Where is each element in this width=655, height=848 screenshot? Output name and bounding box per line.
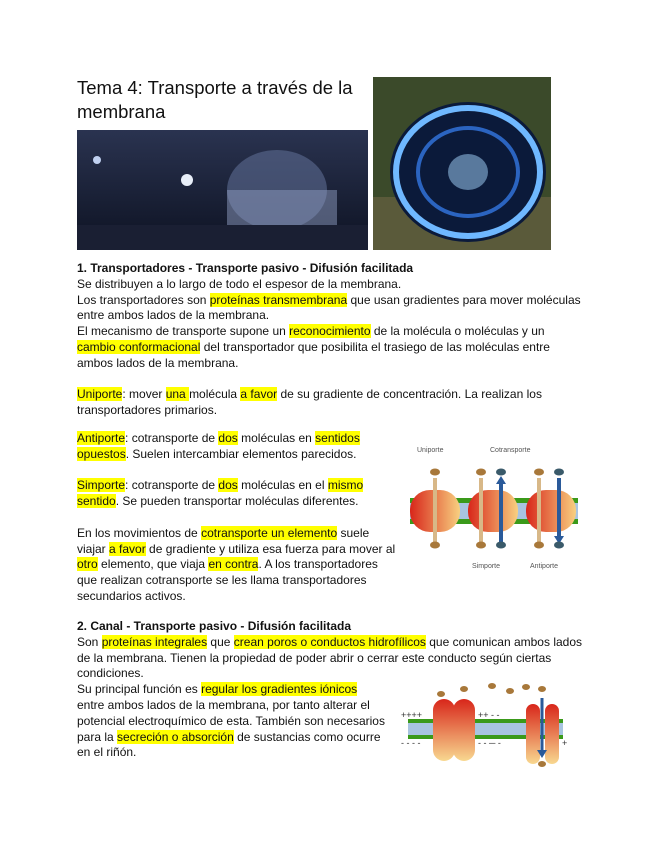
text: Los transportadores son bbox=[77, 292, 210, 307]
highlight: regular los gradientes iónicos bbox=[201, 682, 358, 697]
section-heading: 2. Canal - Transporte pasivo - Difusión facilitada bbox=[77, 619, 352, 633]
uniporter bbox=[410, 469, 460, 549]
text: El mecanismo de transporte supone un bbox=[77, 324, 290, 339]
symporter bbox=[468, 469, 518, 549]
transport-diagram bbox=[405, 440, 580, 575]
text: de su gradiente de concentración. La realizan los transportadores primarios. bbox=[77, 387, 542, 418]
section-heading: 1. Transportadores - Transporte pasivo - Difusión facilitada bbox=[77, 261, 414, 275]
text: de la molécula o moléculas y un bbox=[370, 324, 545, 339]
text: . Se pueden transportar moléculas diferentes. bbox=[115, 494, 359, 509]
highlight: a favor bbox=[240, 387, 278, 402]
text: moléculas en el bbox=[237, 478, 328, 493]
charges-mid: ++ - - bbox=[478, 710, 500, 720]
highlight: dos bbox=[218, 478, 238, 493]
text: del transportador que posibilita el trasiego de las moléculas entre ambos lados de la membrana. bbox=[77, 339, 550, 370]
text: : cotransporte de bbox=[125, 478, 219, 493]
highlight: sentidos opuestos bbox=[77, 431, 360, 461]
highlight: proteínas integrales bbox=[101, 634, 208, 649]
highlight: secreción o absorción bbox=[117, 729, 234, 744]
paragraph bbox=[77, 478, 377, 510]
highlight: cotransporte un elemento bbox=[201, 525, 338, 540]
highlight: a favor bbox=[109, 541, 146, 556]
page-title: Tema 4: Transporte a través de la membrana bbox=[77, 77, 353, 122]
text: : cotransporte de bbox=[125, 431, 219, 445]
highlight: proteínas transmembrana bbox=[209, 292, 348, 307]
highlight: Simporte bbox=[77, 478, 126, 493]
highlight: cambio conformacional bbox=[77, 339, 201, 354]
paragraph bbox=[77, 682, 387, 761]
highlight: otro bbox=[77, 557, 98, 572]
text: Su principal función es bbox=[77, 682, 202, 697]
text: que bbox=[207, 634, 234, 649]
section-transport-types bbox=[77, 431, 396, 605]
label-simporte: Simporte bbox=[472, 563, 501, 570]
text: . A los transportadores que realizan cotransporte se les llama transportadores secundarios activos. bbox=[77, 557, 378, 603]
label-cotransporte: Cotransporte bbox=[490, 447, 531, 454]
highlight: crean poros o conductos hidrofílicos bbox=[233, 634, 426, 649]
text: moléculas en bbox=[237, 431, 316, 445]
paragraph bbox=[77, 324, 582, 371]
paragraph bbox=[77, 431, 377, 463]
charges-bottom: - - - - bbox=[401, 738, 421, 748]
antiporter bbox=[526, 469, 576, 549]
paragraph bbox=[77, 526, 399, 605]
paragraph: Se distribuyen a lo largo de todo el espesor de la membrana. bbox=[77, 276, 402, 291]
highlight: en contra bbox=[208, 557, 259, 572]
charges-bottom-right: - - ─ - bbox=[478, 738, 501, 748]
text: entre ambos lados de la membrana, por tanto alterar el potencial electroquímico de esta. También son necesarios para la bbox=[77, 697, 385, 744]
section-transportadores bbox=[77, 261, 582, 419]
highlight: una bbox=[165, 387, 190, 402]
highlight: dos bbox=[218, 431, 238, 445]
text: de gradiente y utiliza esa fuerza para mover al bbox=[145, 541, 396, 556]
game-scene-image bbox=[77, 130, 368, 250]
text: suele viajar bbox=[77, 525, 370, 556]
text: que usan gradientes para mover moléculas entre ambos lados de la membrana. bbox=[77, 292, 581, 323]
highlight: reconocimiento bbox=[289, 324, 371, 339]
text: En los movimientos de bbox=[77, 525, 202, 540]
paragraph bbox=[77, 635, 582, 682]
charges-top: ++++ bbox=[401, 710, 423, 720]
text: molécula bbox=[189, 387, 241, 402]
highlight: Uniporte bbox=[77, 387, 123, 402]
text: : mover bbox=[122, 387, 166, 402]
text: que comunican ambos lados de la membrana. Tienen la propiedad de poder abrir o cerrar este conducto según ciertas condiciones. bbox=[77, 634, 582, 681]
channel-diagram bbox=[398, 682, 573, 772]
charge-plus: + bbox=[562, 738, 568, 748]
text: elemento, que viaja bbox=[97, 557, 209, 572]
paragraph bbox=[77, 387, 582, 419]
text: Son bbox=[77, 634, 102, 649]
label-antiporte: Antiporte bbox=[530, 563, 559, 570]
label-uniporte: Uniporte bbox=[417, 447, 444, 454]
text: de sustancias como ocurre en el riñón. bbox=[77, 729, 381, 760]
highlight: Antiporte bbox=[77, 431, 126, 445]
vortex-image bbox=[373, 77, 551, 250]
paragraph bbox=[77, 293, 582, 325]
highlight: mismo sentido bbox=[77, 478, 364, 509]
text: . Suelen intercambiar elementos parecidos. bbox=[125, 446, 357, 461]
